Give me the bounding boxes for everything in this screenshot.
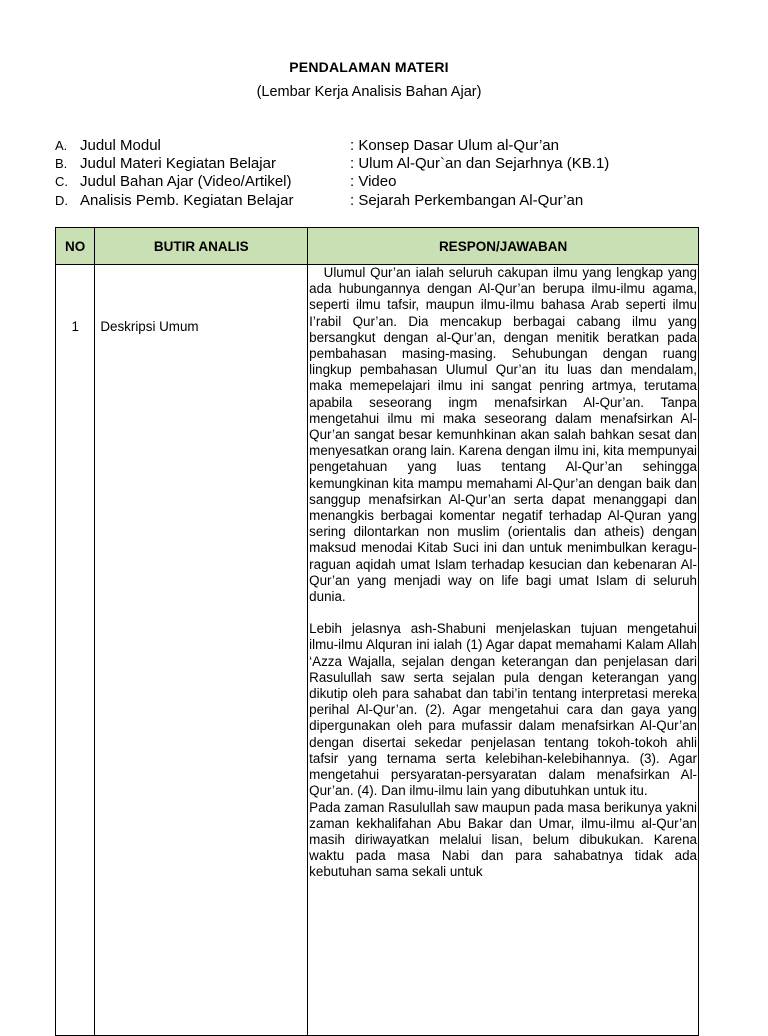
info-letter: D. (55, 192, 68, 208)
document-subtitle: (Lembar Kerja Analisis Bahan Ajar) (256, 84, 482, 100)
butir-analis-cell: Deskripsi Umum (95, 265, 308, 1036)
info-letter: B. (55, 156, 68, 172)
info-row-c (55, 173, 715, 191)
info-letter: C. (55, 174, 68, 190)
row-number: 1 (56, 265, 95, 1036)
respon-paragraph-3: Pada zaman Rasulullah saw maupun pada masa berikunya yakni zaman kekhalifahan Abu Bakar dan Umar, ilmu-ilmu al-Qur’an masih diriwayatkan melalui lisan, belum dibukukan. Karena waktu pada masa Nabi dan para sahabatnya tidak ada kebutuhan sama sekali untuk (309, 799, 697, 880)
respon-paragraph-1: Ulumul Qur’an ialah seluruh cakupan ilmu yang lengkap yang ada hubungannya dengan Al-Qur’an berupa ilmu-ilmu agama, seperti ilmu tafsir, maupun ilmu-ilmu bahasa Arab seperti ilmu I’rabil Qur’an. Dia mencakup berbagai cabang ilmu yang bersangkut dengan al-Qur’an, dengan menitik beratkan pada pembahasan masing-masing. Sehubungan dengan ruang lingkup pembahasan Ulumul Qur’an itu luas dan mendalam, maka memepelajari ilmu ini sangat penring artmya, terutama apabila seseorang ingm menafsirkan Al-Qur’an. Tanpa mengetahui ilmu mi maka seseorang dalam menafsirkan Al-Qur’an sangat besar kemunhkinan akan salah bahkan sesat dan menyesatkan orang lain. Karena dengan ilmu ini, kita mempunyai pengetahuan yang luas tentang Al-Qur’an sehingga kemungkinan kita mampu memahami Al-Qur’an dengan baik dan sanggup menafsirkan Al-Qur’an serta dapat menanggapi dan menangkis berbagai komentar negatif terhadap Al-Quran yang sering dilontarkan non muslim (orientalis dan atheis) dengan maksud menodai Kitab Suci ini dan untuk menimbulkan keragu-raguan aqidah umat Islam terhadap kesucian dan kebenaran Al-Qur’an yang menjadi way on life bagi umat Islam di seluruh dunia. (309, 265, 697, 605)
table-row (56, 265, 699, 1036)
info-value: : Ulum Al-Qur`an dan Sejarhnya (KB.1) (350, 155, 610, 173)
info-row-a (55, 137, 715, 155)
module-info (55, 137, 715, 210)
document-title: PENDALAMAN MATERI (289, 59, 449, 75)
info-value: : Konsep Dasar Ulum al-Qur’an (350, 137, 559, 154)
info-value: : Video (350, 173, 397, 191)
paragraph-gap (309, 605, 697, 621)
info-row-b (55, 155, 715, 173)
info-label: Judul Bahan Ajar (Video/Artikel) (80, 173, 292, 191)
header-butir-analis: BUTIR ANALIS (95, 228, 308, 265)
respon-paragraph-2: Lebih jelasnya ash-Shabuni menjelaskan tujuan mengetahui ilmu-ilmu Alquran ini ialah (1) Agar dapat memahami Kalam Allah ‘Azza Wajalla, sejalan dengan keterangan dan penjelasan dari Rasulullah saw serta sejalan pula dengan keterangan yang dikutip oleh para sahabat dan tabi’in tentang interpretasi mereka perihal Al-Qur’an. (2). Agar mengetahui cara dan gaya yang dipergunakan oleh para mufassir dalam menafsirkan Al-Qur’an dengan disertai sekedar penjelasan tentang tokoh-tokoh ahli tafsir yang ternama serta kelebihan-kelebihannya. (3). Agar mengetahui persyaratan-persyaratan dalam menafsirkan Al-Qur’an. (4). Dan ilmu-ilmu lain yang dibutuhkan untuk itu. (309, 621, 697, 799)
info-value: : Sejarah Perkembangan Al-Qur’an (350, 191, 584, 209)
header-no: NO (56, 228, 95, 265)
info-row-d (55, 192, 715, 210)
respon-cell (308, 265, 699, 1036)
table-header-row (56, 228, 699, 265)
info-label: Judul Materi Kegiatan Belajar (80, 155, 276, 173)
header-respon-jawaban: RESPON/JAWABAN (308, 228, 699, 265)
info-label: Analisis Pemb. Kegiatan Belajar (80, 191, 294, 209)
info-label: Judul Modul (80, 137, 161, 154)
info-letter: A. (55, 138, 68, 153)
analysis-table (55, 227, 699, 1036)
